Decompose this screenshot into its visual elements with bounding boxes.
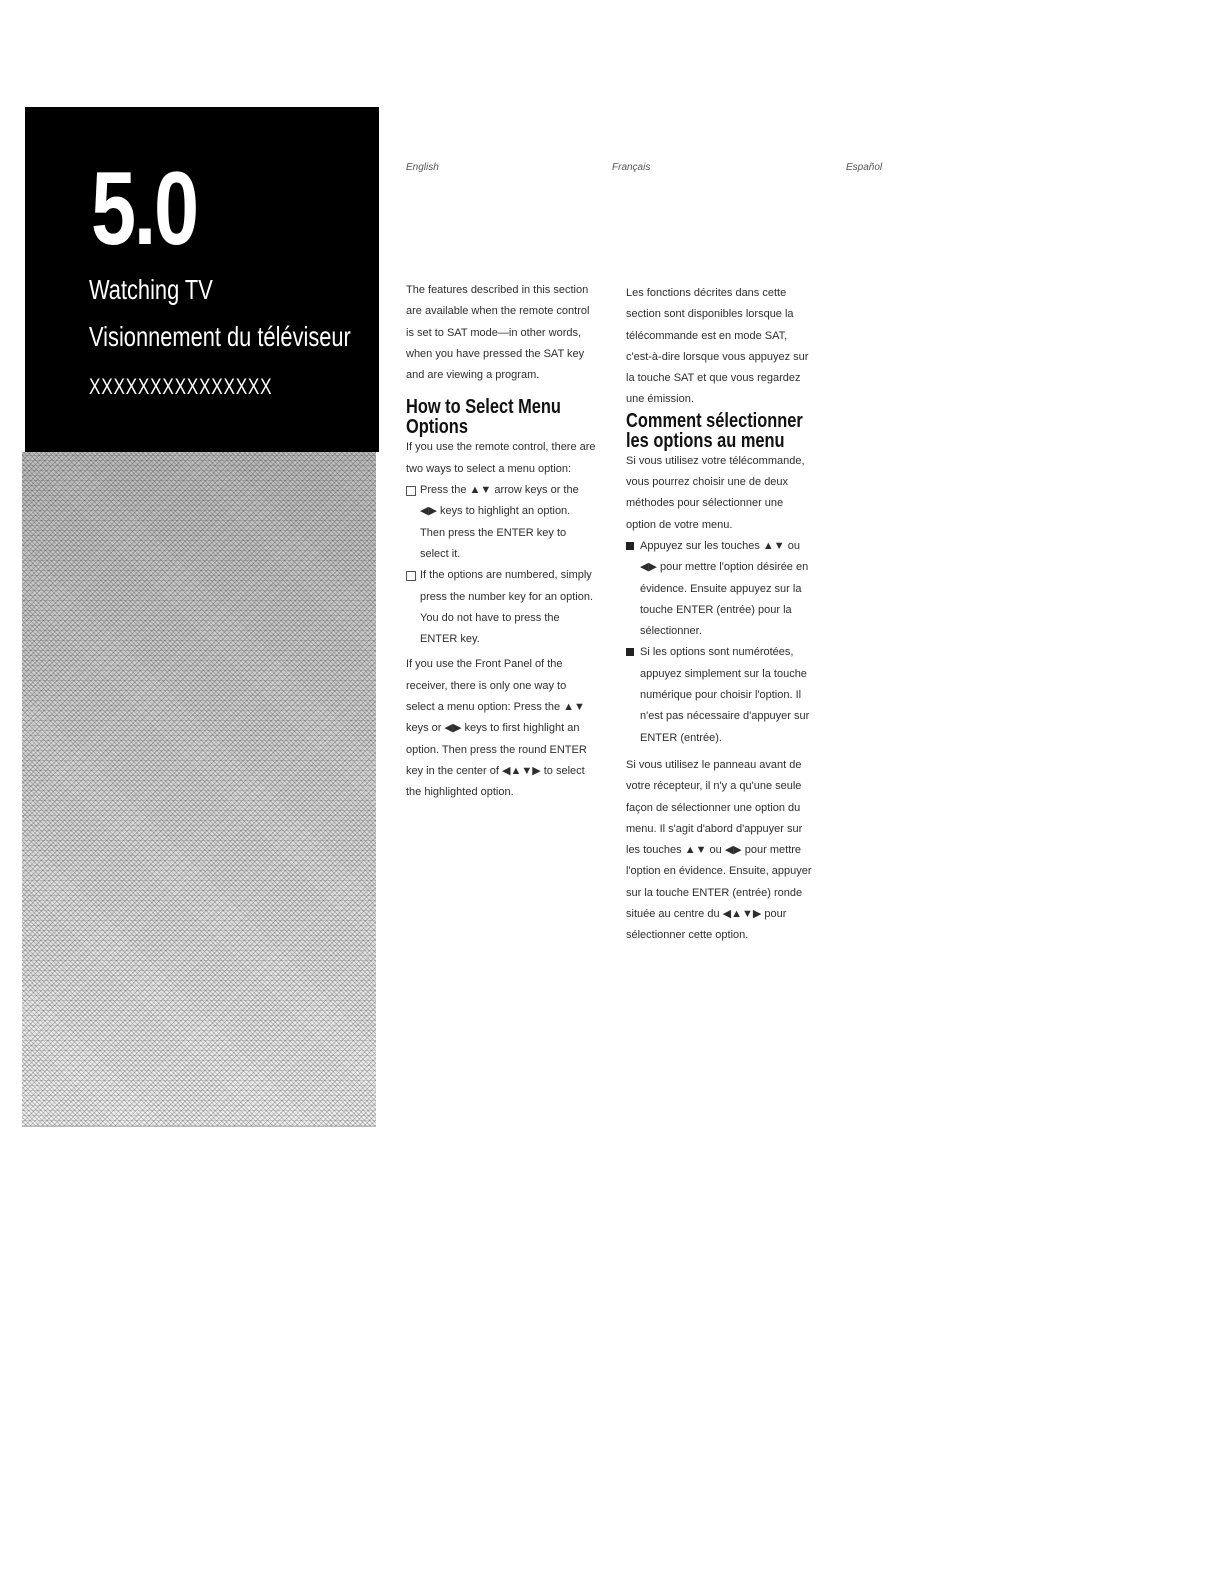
- chapter-title-french: Visionnement du téléviseur: [89, 321, 351, 352]
- french-lead: Si vous utilisez votre télécommande, vous pourrez choisir une de deux méthodes pour sélectionner une option de votre menu.: [626, 454, 805, 531]
- list-item: [406, 480, 596, 565]
- french-intro: Les fonctions décrites dans cette section sont disponibles lorsque la télécommande est en mode SAT, c'est-à-dire lorsque vous appuyez sur la touche SAT et que vous regardez une émission.: [626, 287, 809, 406]
- english-intro: The features described in this section are available when the remote control is set to SAT mode—in other words, when you have pressed the SAT key and are viewing a program.: [406, 284, 590, 382]
- chapter-title-spanish: XXXXXXXXXXXXXXX: [89, 374, 273, 399]
- language-label-spanish: Español: [846, 162, 883, 173]
- french-front-panel-text: Si vous utilisez le panneau avant de votre récepteur, il n'y a qu'une seule façon de sélectionner une option du menu. Il s'agit d'abord d'appuyer sur les touches ▲▼ ou ◀▶ pour mettre l'option en évidence. Ensuite, appuyer sur la touche ENTER (entrée) ronde située au centre du ◀▲▼▶ pour sélectionner cette option.: [626, 758, 812, 942]
- list-item: [626, 536, 816, 642]
- bullet-square-icon: [626, 648, 634, 656]
- language-label-french: Français: [612, 162, 651, 173]
- bullet-square-icon: [406, 486, 416, 496]
- bullet-text: Si les options sont numérotées, appuyez simplement sur la touche numérique pour choisir l'option. Il n'est pas nécessaire d'appuyer sur ENTER (entrée).: [640, 646, 810, 744]
- french-bullet-list: [626, 536, 816, 749]
- chapter-title-english: Watching TV: [89, 274, 213, 305]
- chapter-header-block: [25, 107, 379, 452]
- list-item: [406, 565, 596, 650]
- bullet-text: Appuyez sur les touches ▲▼ ou ◀▶ pour mettre l'option désirée en évidence. Ensuite appuyez sur la touche ENTER (entrée) pour la sélectionner.: [640, 539, 809, 638]
- french-column: [626, 283, 816, 947]
- bullet-text: If the options are numbered, simply press the number key for an option. You do not have to press the ENTER key.: [420, 569, 594, 646]
- english-lead: If you use the remote control, there are two ways to select a menu option:: [406, 441, 596, 475]
- bullet-text: Press the ▲▼ arrow keys or the ◀▶ keys to highlight an option. Then press the ENTER key to select it.: [420, 484, 579, 560]
- english-bullet-list: [406, 480, 596, 650]
- english-front-panel-text: If you use the Front Panel of the receiver, there is only one way to select a menu option: Press the ▲▼ keys or ◀▶ keys to first highlight an option. Then press the round ENTER key in the center of ◀▲▼▶ to select the highlighted option.: [406, 658, 587, 799]
- bullet-square-icon: [406, 571, 416, 581]
- bullet-square-icon: [626, 542, 634, 550]
- chapter-number: 5.0: [91, 151, 197, 267]
- list-item: [626, 642, 816, 748]
- language-label-english: English: [406, 162, 439, 173]
- english-heading: How to Select Menu Options: [406, 396, 561, 439]
- english-column: [406, 280, 596, 804]
- halftone-photo: [22, 452, 376, 1127]
- french-heading: Comment sélectionner les options au menu: [626, 409, 803, 452]
